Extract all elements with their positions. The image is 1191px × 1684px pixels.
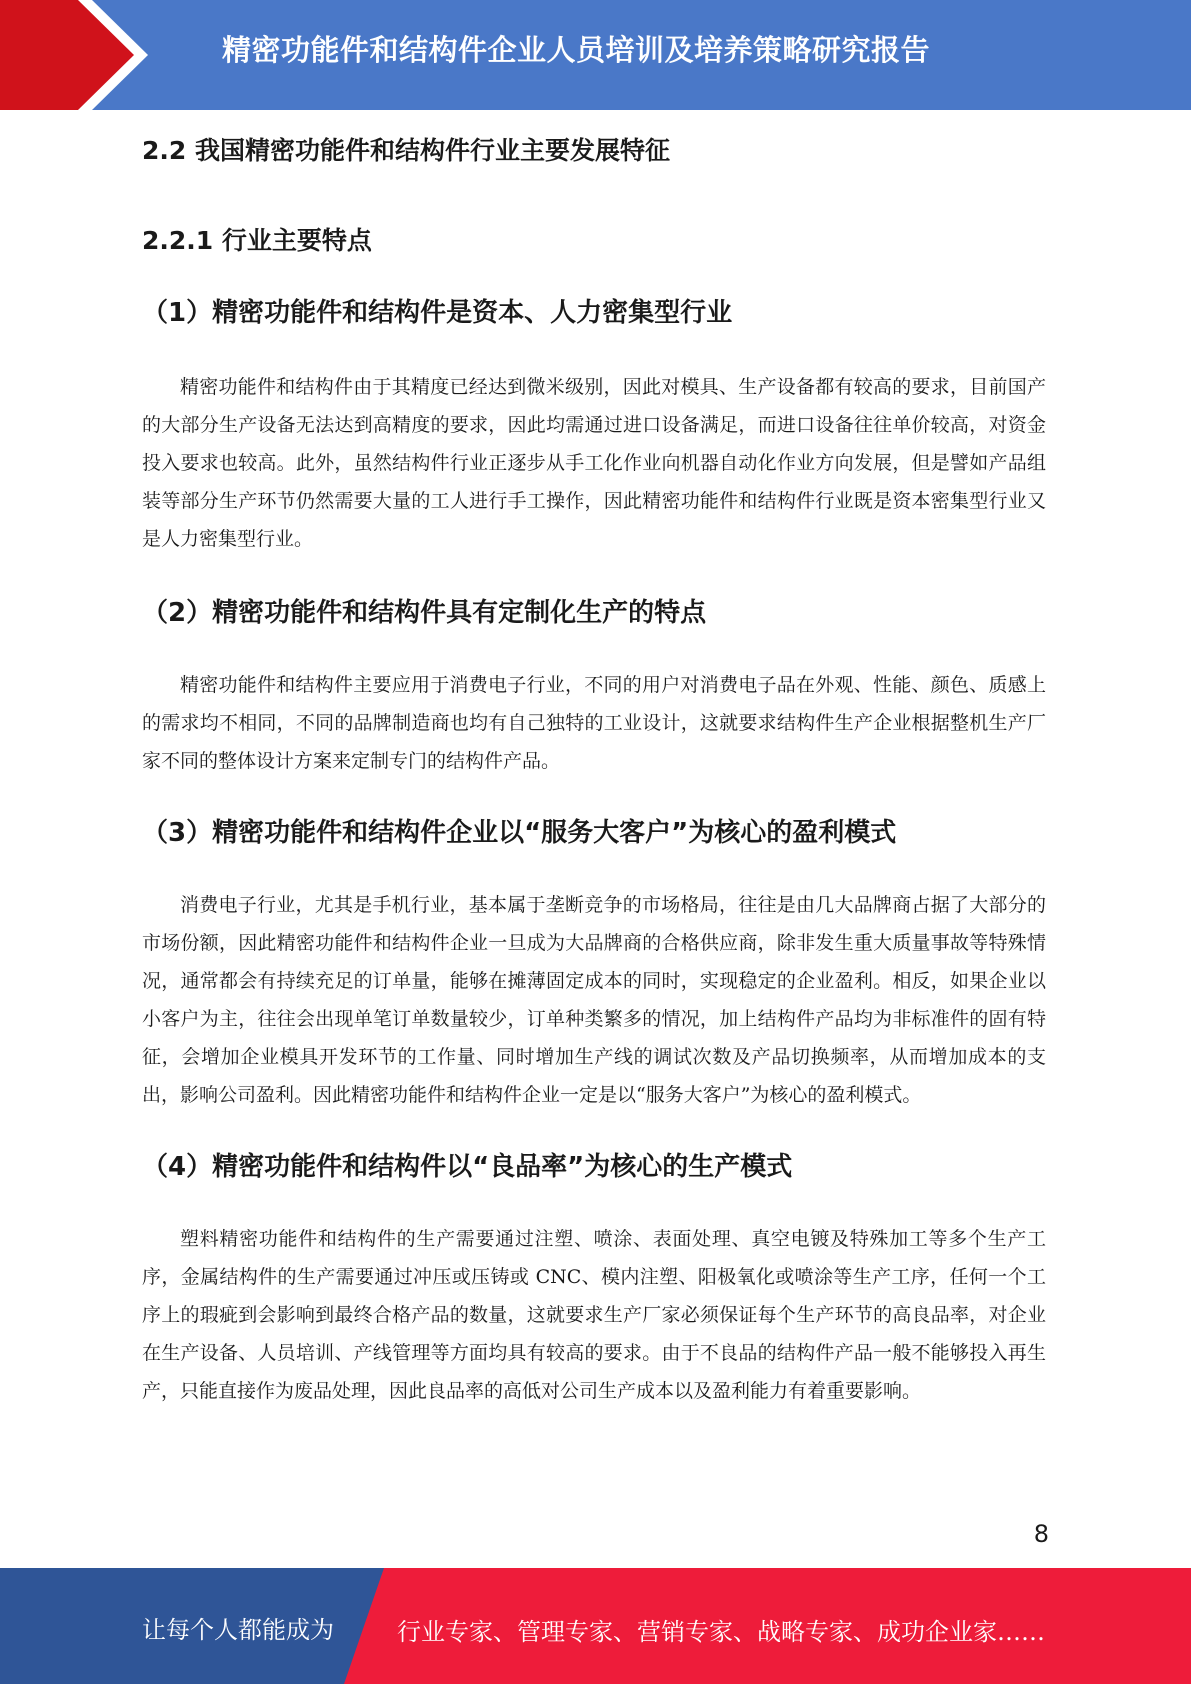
footer-slogan-right: 行业专家、管理专家、营销专家、战略专家、成功企业家…… <box>397 1618 1045 1646</box>
item-paragraph-3: 消费电子行业，尤其是手机行业，基本属于垄断竞争的市场格局，往往是由几大品牌商占据了大部分的市场份额，因此精密功能件和结构件企业一旦成为大品牌商的合格供应商，除非发生重大质量事故等特殊情况，通常都会有持续充足的订单量，能够在摊薄固定成本的同时，实现稳定的企业盈利。相反，如果企业以小客户为主，往往会出现单笔订单数量较少，订单种类繁多的情况，加上结构件产品均为非标准件的固有特征，会增加企业模具开发环节的工作量、同时增加生产线的调试次数及产品切换频率，从而增加成本的支出，影响公司盈利。因此精密功能件和结构件企业一定是以“服务大客户”为核心的盈利模式。 <box>142 894 1046 1106</box>
page-footer <box>0 1568 1191 1684</box>
page-content <box>142 130 1046 1410</box>
item-paragraph-4: 塑料精密功能件和结构件的生产需要通过注塑、喷涂、表面处理、真空电镀及特殊加工等多个生产工序，金属结构件的生产需要通过冲压或压铸或 CNC、模内注塑、阳极氧化或喷涂等生产工序，任何一个工序上的瑕疵到会影响到最终合格产品的数量，这就要求生产厂家必须保证每个生产环节的高良品率，对企业在生产设备、人员培训、产线管理等方面均具有较高的要求。由于不良品的结构件产品一般不能够投入再生产，只能直接作为废品处理，因此良品率的高低对公司生产成本以及盈利能力有着重要影响。 <box>142 1228 1046 1402</box>
item-heading-4: （4）精密功能件和结构件以“良品率”为核心的生产模式 <box>142 1152 793 1182</box>
item-heading-2: （2）精密功能件和结构件具有定制化生产的特点 <box>142 598 707 628</box>
report-title: 精密功能件和结构件企业人员培训及培养策略研究报告 <box>222 33 931 67</box>
section-heading: 2.2 我国精密功能件和结构件行业主要发展特征 <box>142 136 670 165</box>
item-paragraph-2: 精密功能件和结构件主要应用于消费电子行业，不同的用户对消费电子品在外观、性能、颜色、质感上的需求均不相同，不同的品牌制造商也均有自己独特的工业设计，这就要求结构件生产企业根据整机生产厂家不同的整体设计方案来定制专门的结构件产品。 <box>142 674 1046 772</box>
subsection-heading: 2.2.1 行业主要特点 <box>142 226 372 255</box>
page-header <box>0 0 1191 110</box>
item-heading-3: （3）精密功能件和结构件企业以“服务大客户”为核心的盈利模式 <box>142 818 897 848</box>
item-heading-1: （1）精密功能件和结构件是资本、人力密集型行业 <box>142 298 733 328</box>
footer-slogan-left: 让每个人都能成为 <box>142 1616 334 1644</box>
page-number: 8 <box>1033 1520 1049 1548</box>
item-paragraph-1: 精密功能件和结构件由于其精度已经达到微米级别，因此对模具、生产设备都有较高的要求，目前国产的大部分生产设备无法达到高精度的要求，因此均需通过进口设备满足，而进口设备往往单价较高，对资金投入要求也较高。此外，虽然结构件行业正逐步从手工化作业向机器自动化作业方向发展，但是譬如产品组装等部分生产环节仍然需要大量的工人进行手工操作，因此精密功能件和结构件行业既是资本密集型行业又是人力密集型行业。 <box>142 376 1046 550</box>
